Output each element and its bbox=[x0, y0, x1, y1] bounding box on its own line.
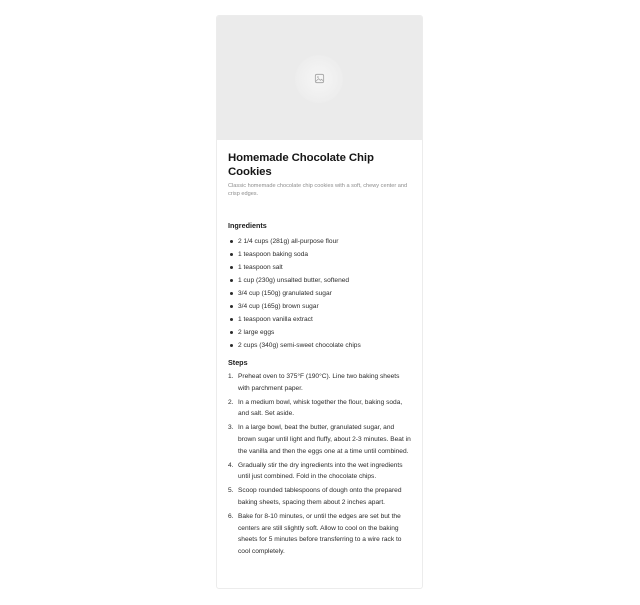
step-text: In a large bowl, beat the butter, granulated sugar, and brown sugar until light and fluffy, about 2-3 minutes. Beat in the vanilla and then the eggs one at a time until combined. bbox=[238, 424, 411, 455]
step-number: 6. bbox=[228, 513, 234, 521]
step-item bbox=[228, 460, 411, 483]
step-item bbox=[228, 371, 411, 394]
bullet-icon bbox=[230, 279, 233, 282]
step-item bbox=[228, 397, 411, 420]
step-text: Scoop rounded tablespoons of dough onto the prepared baking sheets, spacing them about 2 inches apart. bbox=[238, 487, 402, 506]
bullet-icon bbox=[230, 253, 233, 256]
ingredient-item: 1 teaspoon salt bbox=[228, 261, 411, 274]
step-text: Preheat oven to 375°F (190°C). Line two baking sheets with parchment paper. bbox=[238, 373, 400, 392]
image-placeholder-icon bbox=[314, 73, 325, 84]
ingredients-list bbox=[228, 235, 411, 352]
recipe-title: Homemade Chocolate Chip Cookies bbox=[228, 152, 374, 178]
ingredients-heading: Ingredients bbox=[228, 221, 267, 230]
ingredient-item: 3/4 cup (165g) brown sugar bbox=[228, 300, 411, 313]
bullet-icon bbox=[230, 266, 233, 269]
bullet-icon bbox=[230, 331, 233, 334]
bullet-icon bbox=[230, 240, 233, 243]
step-number: 1. bbox=[228, 373, 234, 380]
ingredient-item: 2 large eggs bbox=[228, 326, 411, 339]
step-text: In a medium bowl, whisk together the flour, baking soda, and salt. Set aside. bbox=[238, 398, 403, 418]
bullet-icon bbox=[230, 292, 233, 295]
ingredient-item: 1 cup (230g) unsalted butter, softened bbox=[228, 274, 411, 287]
step-text: Gradually stir the dry ingredients into the wet ingredients until just combined. Fold in the chocolate chips. bbox=[238, 461, 403, 481]
step-number: 5. bbox=[228, 487, 234, 495]
bullet-icon bbox=[230, 305, 233, 308]
steps-list bbox=[228, 371, 411, 557]
ingredient-item: 2 1/4 cups (281g) all-purpose flour bbox=[228, 235, 411, 248]
recipe-card bbox=[216, 15, 423, 589]
step-text: Bake for 8-10 minutes, or until the edges are set but the centers are still slightly soft. Allow to cool on the baking sheets for 5 minutes before transferring to a wire rack to cool completely. bbox=[238, 513, 402, 555]
recipe-image-placeholder bbox=[217, 16, 422, 140]
steps-heading: Steps bbox=[228, 358, 248, 367]
bullet-icon bbox=[230, 318, 233, 321]
ingredient-item: 3/4 cup (150g) granulated sugar bbox=[228, 287, 411, 300]
recipe-description: Classic homemade chocolate chip cookies with a soft, chewy center and crisp edges. bbox=[228, 183, 408, 197]
step-number: 4. bbox=[228, 461, 234, 469]
bullet-icon bbox=[230, 344, 233, 347]
ingredient-item: 1 teaspoon baking soda bbox=[228, 248, 411, 261]
ingredient-item: 1 teaspoon vanilla extract bbox=[228, 313, 411, 326]
ingredient-item: 2 cups (340g) semi-sweet chocolate chips bbox=[228, 339, 411, 352]
step-item bbox=[228, 511, 411, 557]
step-item bbox=[228, 422, 411, 457]
step-number: 3. bbox=[228, 424, 234, 432]
step-item bbox=[228, 485, 411, 508]
step-number: 2. bbox=[228, 398, 234, 406]
